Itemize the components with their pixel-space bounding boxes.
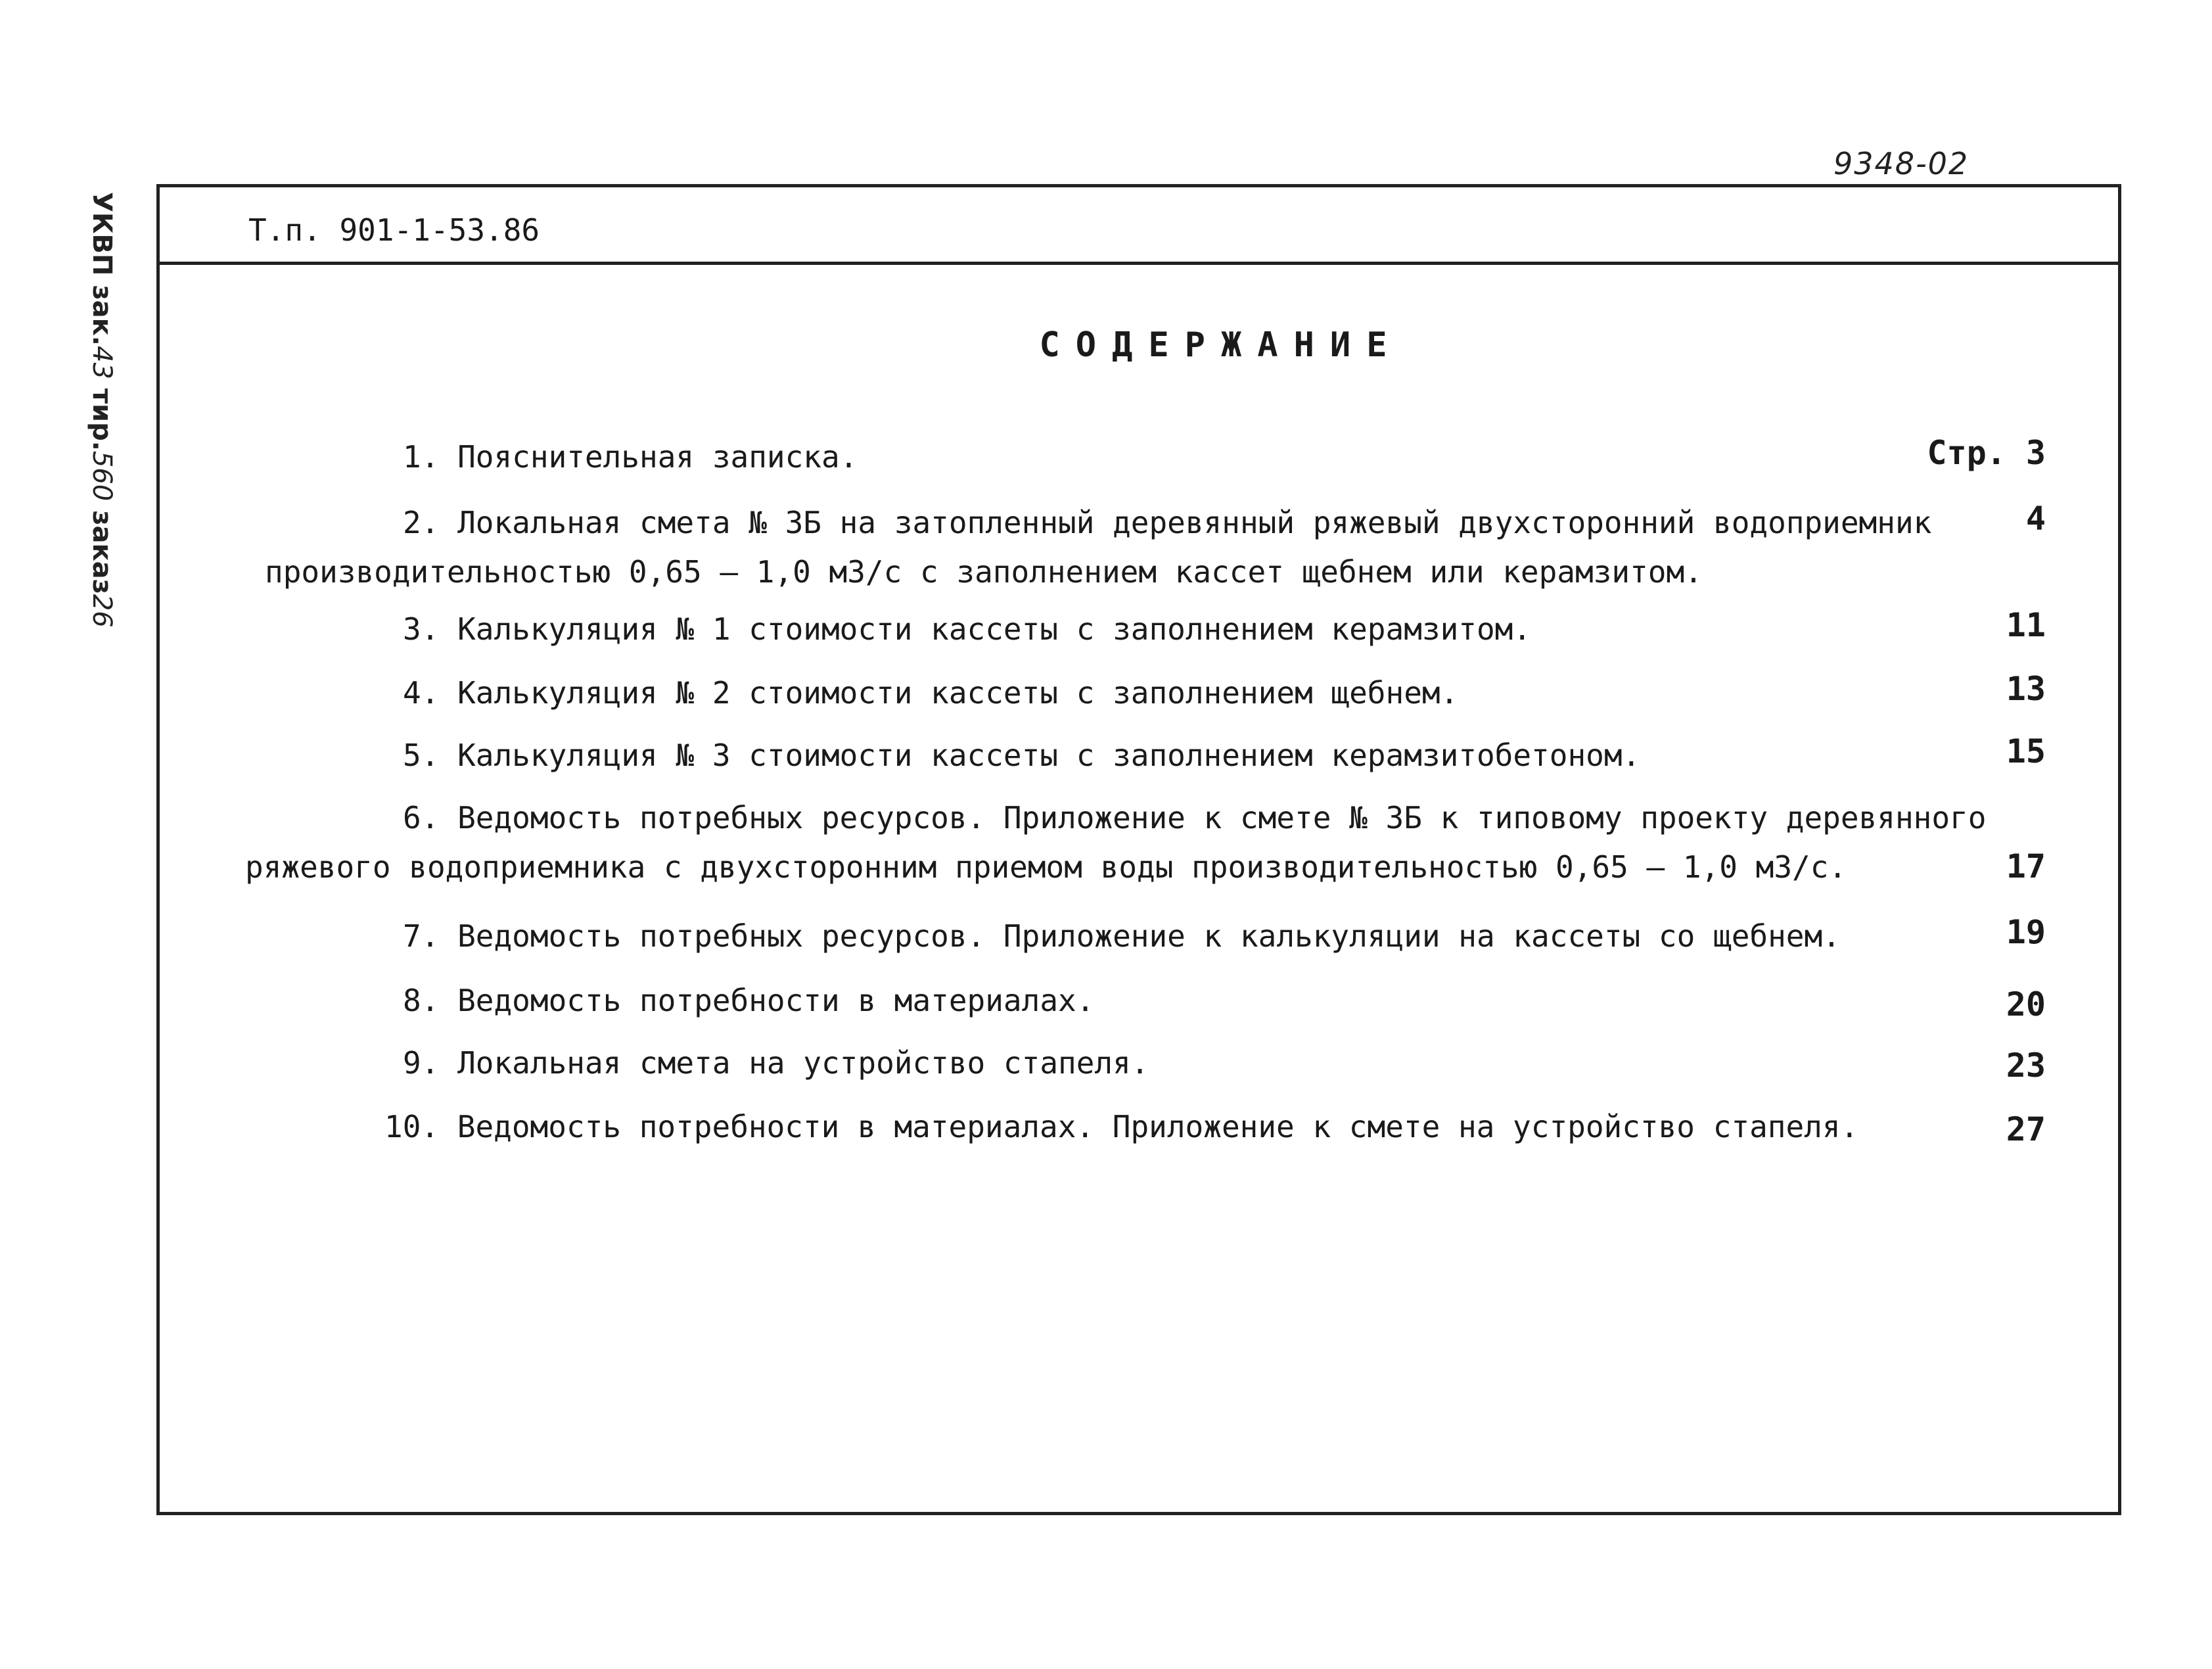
- toc-item-text: Калькуляция № 3 стоимости кассеты с заполнением керамзитобетоном.: [457, 738, 1641, 773]
- toc-item-7: [403, 918, 1841, 954]
- page-value: 15: [2006, 732, 2046, 770]
- document-number: 9348-02: [1833, 146, 1970, 181]
- toc-item-number: 10.: [384, 1109, 457, 1144]
- toc-page-number: [2006, 1046, 2046, 1085]
- toc-item-number: 7.: [403, 918, 458, 954]
- document-frame: [156, 184, 2121, 1515]
- toc-item-text: Пояснительная записка.: [457, 439, 858, 475]
- toc-item-text: Ведомость потребности в материалах. Приложение к смете на устройство стапеля.: [457, 1109, 1859, 1144]
- stamp-handwritten-copies: 560: [87, 450, 117, 502]
- page-column-label: Стр.: [1927, 434, 2026, 472]
- toc-page-number: [2006, 732, 2046, 770]
- toc-item-number: 5.: [403, 738, 458, 773]
- toc-item-2: [403, 505, 1931, 540]
- toc-title: СОДЕРЖАНИЕ: [1039, 325, 1403, 365]
- toc-item-number: 2.: [403, 505, 458, 540]
- toc-item-5: [403, 738, 1640, 773]
- toc-page-number: [2006, 913, 2046, 951]
- toc-item-8: [403, 983, 1094, 1018]
- toc-item-continuation: ряжевого водоприемника с двухсторонним приемом воды производительностью 0,65 – 1,0 м3/с.: [245, 849, 1847, 885]
- page-value: 11: [2006, 606, 2046, 644]
- toc-item-6: [403, 800, 1986, 835]
- toc-page-number: [2026, 500, 2046, 538]
- toc-item-number: 1.: [403, 439, 458, 475]
- page-value: 17: [2006, 847, 2046, 885]
- toc-item-9: [403, 1045, 1149, 1081]
- stamp-text: УКВП зак.: [87, 192, 117, 346]
- toc-item-text: Ведомость потребности в материалах.: [457, 983, 1095, 1018]
- toc-page-number: [2006, 606, 2046, 644]
- toc-item-number: 4.: [403, 675, 458, 711]
- project-code: Т.п. 901-1-53.86: [248, 212, 540, 248]
- page-value: 13: [2006, 670, 2046, 708]
- toc-item-text: Локальная смета № 3Б на затопленный деревянный ряжевый двухсторонний водоприемник: [457, 505, 1932, 540]
- toc-page-number: [2006, 670, 2046, 708]
- toc-item-text: Локальная смета на устройство стапеля.: [457, 1045, 1149, 1081]
- page-value: 4: [2025, 500, 2046, 538]
- page-value: 3: [2025, 434, 2046, 472]
- toc-page-number: [1927, 434, 2046, 472]
- stamp-handwritten-number: 26: [87, 594, 117, 628]
- toc-item-number: 9.: [403, 1045, 458, 1081]
- toc-item-text: Калькуляция № 2 стоимости кассеты с заполнением щебнем.: [457, 675, 1459, 711]
- toc-item-number: 3.: [403, 611, 458, 647]
- page-value: 27: [2006, 1110, 2046, 1148]
- toc-item-text: Ведомость потребных ресурсов. Приложение к смете № 3Б к типовому проекту деревянного: [457, 800, 1987, 835]
- page-value: 20: [2006, 985, 2046, 1023]
- toc-item-number: 6.: [403, 800, 458, 835]
- toc-item-10: [384, 1109, 1858, 1144]
- stamp-text-2: тир.: [87, 388, 117, 451]
- toc-page-number: [2006, 985, 2046, 1023]
- toc-item-4: [403, 675, 1458, 711]
- stamp-text-3: заказ: [87, 510, 117, 594]
- toc-item-3: [403, 611, 1531, 647]
- print-stamp: [87, 192, 117, 628]
- toc-item-1: [403, 439, 858, 475]
- toc-page-number: [2006, 1110, 2046, 1148]
- table-of-contents: [160, 187, 2118, 1512]
- page-value: 19: [2006, 913, 2046, 951]
- toc-item-number: 8.: [403, 983, 458, 1018]
- toc-item-continuation: производительностью 0,65 – 1,0 м3/с с заполнением кассет щебнем или керамзитом.: [265, 554, 1703, 590]
- toc-item-text: Калькуляция № 1 стоимости кассеты с заполнением керамзитом.: [457, 611, 1532, 647]
- toc-item-text: Ведомость потребных ресурсов. Приложение к калькуляции на кассеты со щебнем.: [457, 918, 1841, 954]
- stamp-handwritten-order: 43: [87, 346, 117, 379]
- toc-page-number: [2006, 847, 2046, 885]
- page-value: 23: [2006, 1046, 2046, 1085]
